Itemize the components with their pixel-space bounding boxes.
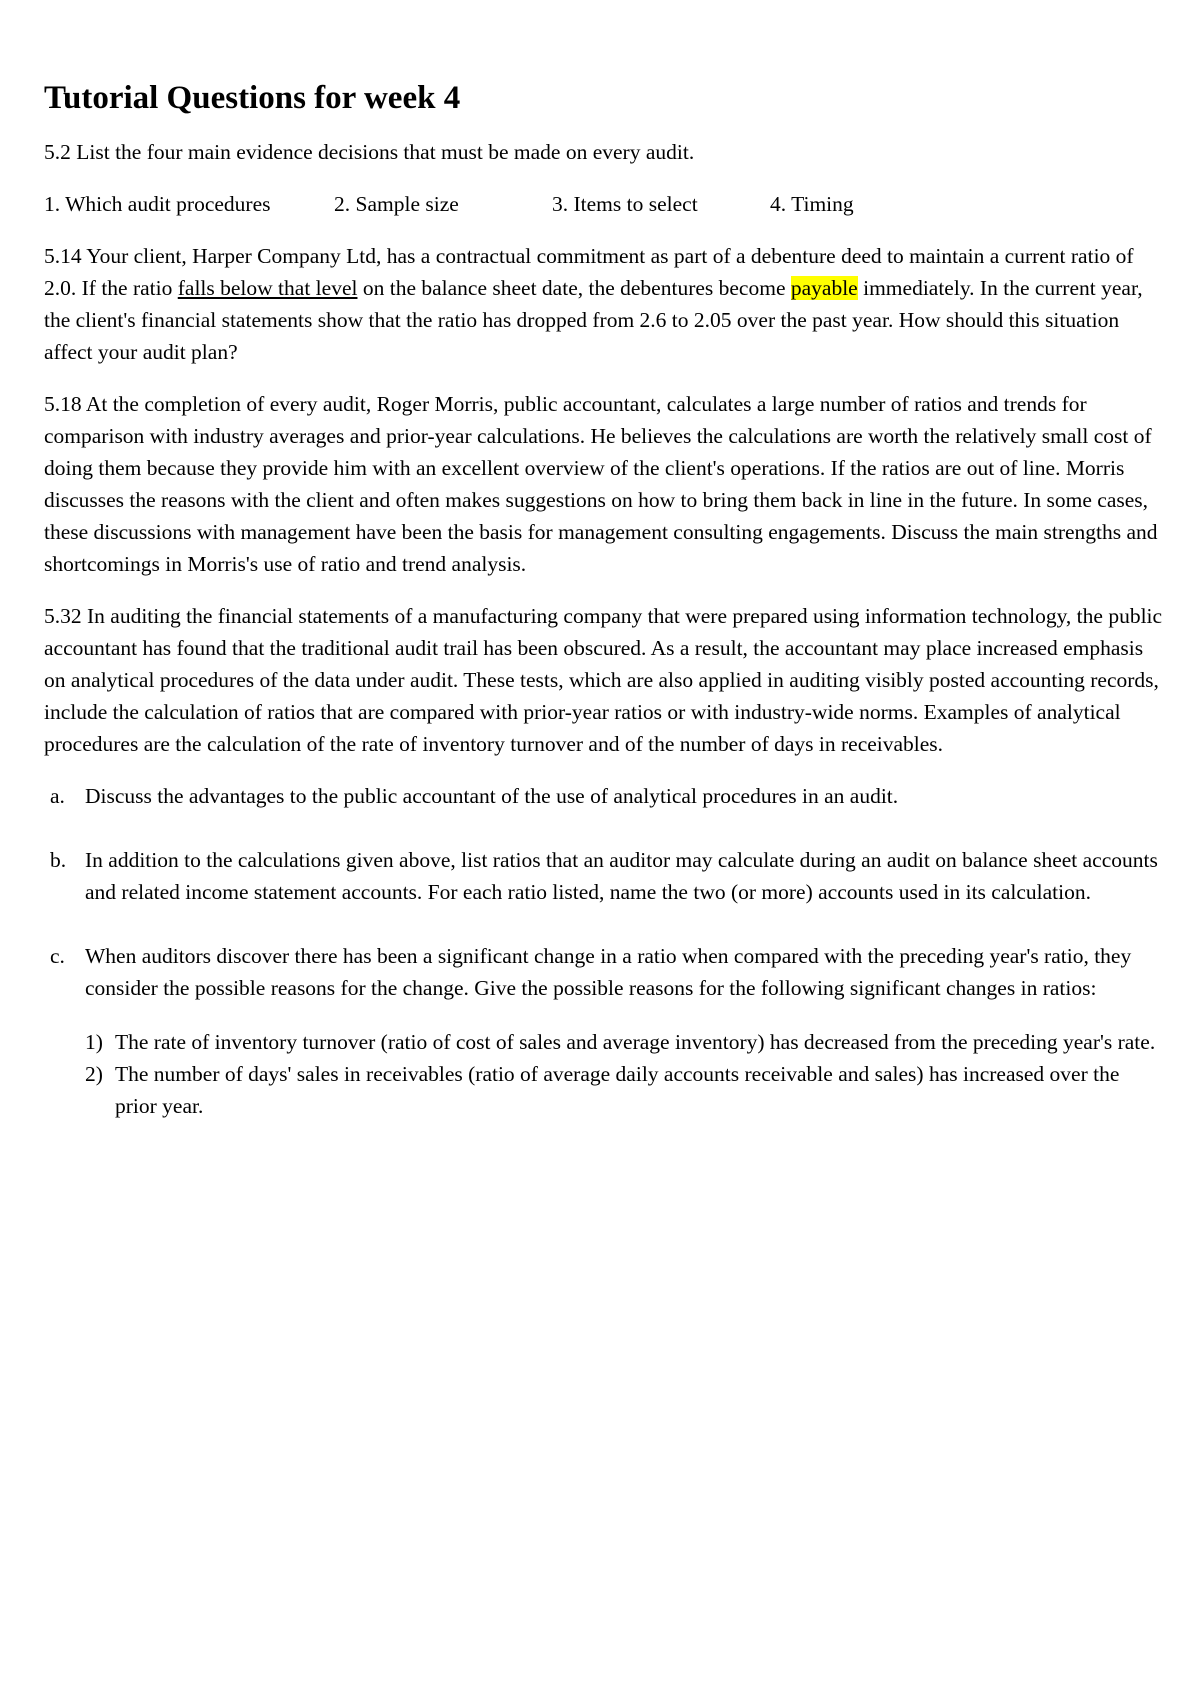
decision-item: 2. Sample size — [334, 192, 459, 216]
sub-list-marker: 1) — [85, 1030, 103, 1054]
sub-list-item-text: The number of days' sales in receivables (ratio of average daily accounts receivable and sales) has increased over the prior year. — [115, 1062, 1120, 1118]
page-title: Tutorial Questions for week 4 — [44, 80, 461, 116]
sub-list-item — [85, 1026, 1164, 1058]
list-item — [44, 940, 1164, 1122]
question-5-18: 5.18 At the completion of every audit, Roger Morris, public accountant, calculates a large number of ratios and trends for comparison with industry averages and prior-year calculations. He believes the calculations are worth the relatively small cost of doing them because they provide him with an excellent overview of the client's operations. If the ratios are out of line. Morris discusses the reasons with the client and often makes suggestions on how to bring them back in line in the future. In some cases, these discussions with management have been the basis for management consulting engagements. Discuss the main strengths and shortcomings in Morris's use of ratio and trend analysis. — [44, 392, 1158, 576]
question-5-14-text: on the balance sheet date, the debentures become — [357, 276, 791, 300]
list-marker: c. — [50, 944, 65, 968]
sub-list-item — [85, 1058, 1164, 1122]
sub-list-marker: 2) — [85, 1062, 103, 1086]
underlined-phrase: falls below that level — [177, 276, 358, 300]
list-marker: b. — [50, 848, 67, 872]
decision-item: 3. Items to select — [552, 192, 698, 216]
evidence-decisions-list — [44, 188, 1164, 220]
list-item — [44, 780, 1164, 812]
list-item-text: In addition to the calculations given above, list ratios that an auditor may calculate during an audit on balance sheet accounts and related income statement accounts. For each ratio listed, name the two (or more) accounts used in its calculation. — [85, 848, 1158, 904]
highlighted-word: payable — [790, 276, 858, 300]
question-5-14 — [44, 240, 1164, 368]
sub-list-item-text: The rate of inventory turnover (ratio of cost of sales and average inventory) has decreased from the preceding year's rate. — [115, 1030, 1156, 1054]
question-5-2: 5.2 List the four main evidence decisions that must be made on every audit. — [44, 140, 695, 164]
question-5-32: 5.32 In auditing the financial statements of a manufacturing company that were prepared using information technology, the public accountant has found that the traditional audit trail has been obscured. As a result, the accountant may place increased emphasis on analytical procedures of the data under audit. These tests, which are also applied in auditing visibly posted accounting records, include the calculation of ratios that are compared with prior-year ratios or with industry-wide norms. Examples of analytical procedures are the calculation of the rate of inventory turnover and of the number of days in receivables. — [44, 604, 1163, 756]
question-5-14-text: 5.14 Your client, Harper Company Ltd, has a contractual commitment as part of a debenture deed to maintain a current ratio of 2.0. If the ratio — [44, 244, 1134, 300]
decision-item: 4. Timing — [770, 192, 854, 216]
question-5-32-parts — [44, 780, 1164, 1122]
list-item-text: Discuss the advantages to the public accountant of the use of analytical procedures in an audit. — [85, 784, 899, 808]
decision-item: 1. Which audit procedures — [44, 192, 271, 216]
list-item — [44, 844, 1164, 908]
document-page — [44, 70, 1164, 1154]
list-item-text: When auditors discover there has been a significant change in a ratio when compared with the preceding year's ratio, they consider the possible reasons for the change. Give the possible reasons for the following significant changes in ratios: — [85, 944, 1132, 1000]
ratio-changes-list — [85, 1026, 1164, 1122]
question-5-14-text: immediately. In the current year, the client's financial statements show that the ratio has dropped from 2.6 to 2.05 over the past year. How should this situation affect your audit plan? — [44, 276, 1143, 364]
list-marker: a. — [50, 784, 65, 808]
